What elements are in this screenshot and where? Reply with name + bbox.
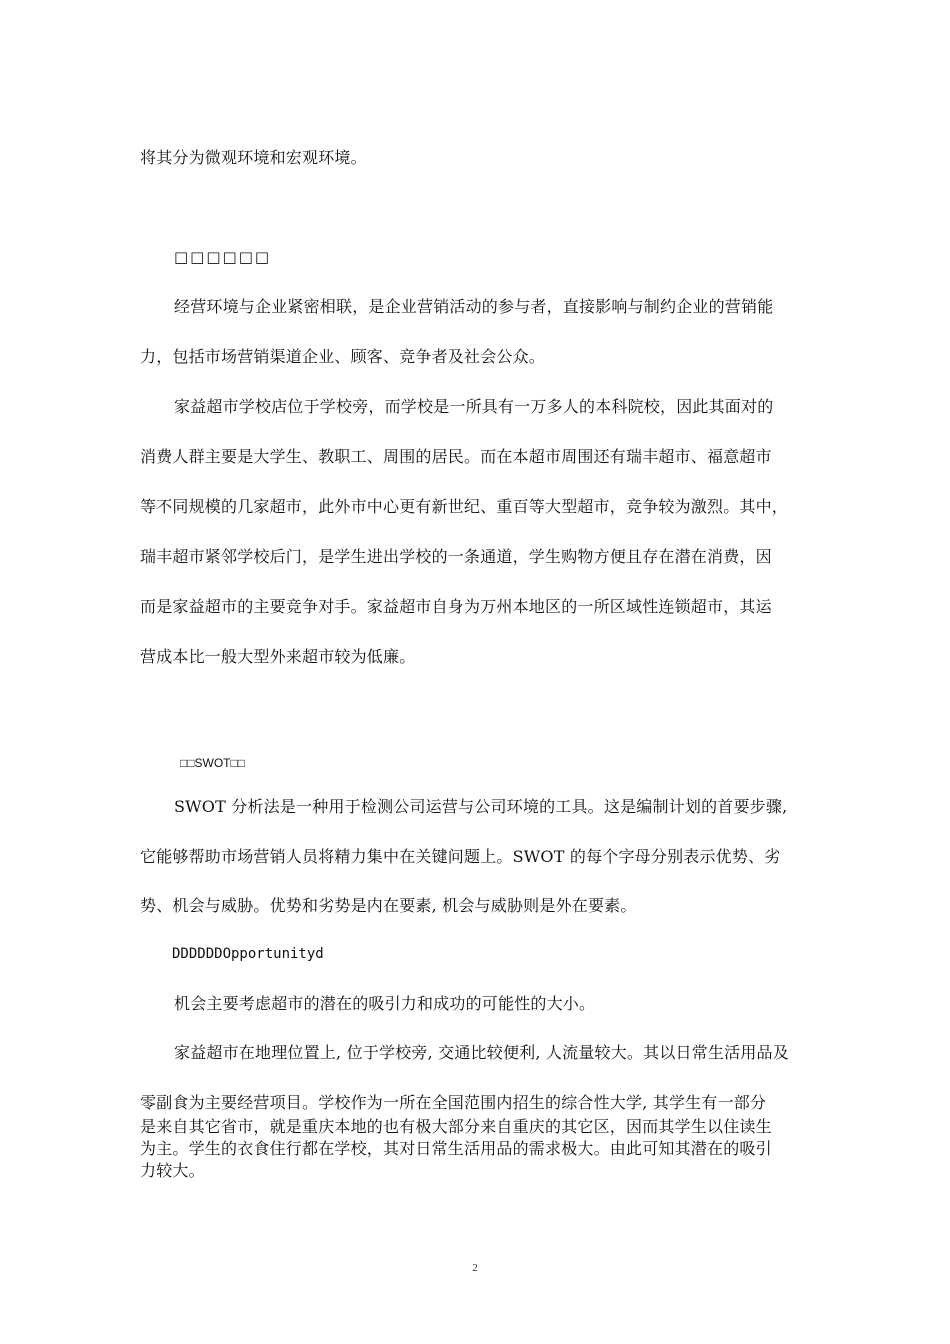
paragraph-line: 家益超市学校店位于学校旁，而学校是一所具有一万多人的本科院校，因此其面对的 — [174, 397, 774, 416]
swot-section-heading: □□SWOT□□ — [180, 756, 245, 770]
paragraph-line: 为主。学生的衣食住行都在学校，其对日常生活用品的需求极大。由此可知其潜在的吸引 — [140, 1139, 772, 1158]
section-heading-placeholder: □□□□□□ — [174, 248, 272, 266]
paragraph-line: 家益超市在地理位置上, 位于学校旁, 交通比较便利, 人流量较大。其以日常生活用品及 — [174, 1043, 789, 1062]
paragraph-line: 经营环境与企业紧密相联，是企业营销活动的参与者，直接影响与制约企业的营销能 — [174, 297, 774, 316]
paragraph-line: 零副食为主要经营项目。学校作为一所在全国范围内招生的综合性大学, 其学生有一部分 — [140, 1093, 767, 1112]
opportunity-heading: DDDDDDOpportunityd — [172, 946, 324, 962]
page-number: 2 — [472, 1262, 478, 1274]
paragraph-line: 而是家益超市的主要竞争对手。家益超市自身为万州本地区的一所区域性连锁超市，其运 — [140, 597, 772, 616]
paragraph-line: 营成本比一般大型外来超市较为低廉。 — [140, 647, 416, 666]
paragraph-line: 势、机会与威胁。优势和劣势是内在要素, 机会与威胁则是外在要素。 — [140, 896, 637, 915]
paragraph-line: 力较大。 — [140, 1161, 205, 1180]
paragraph-line: 将其分为微观环境和宏观环境。 — [140, 148, 367, 167]
paragraph-line: SWOT 分析法是一种用于检测公司运营与公司环境的工具。这是编制计划的首要步骤, — [174, 797, 788, 816]
paragraph-line: 力，包括市场营销渠道企业、顾客、竞争者及社会公众。 — [140, 347, 546, 366]
paragraph-line: 它能够帮助市场营销人员将精力集中在关键问题上。SWOT 的每个字母分别表示优势、劣 — [140, 847, 781, 866]
paragraph-line: 瑞丰超市紧邻学校后门，是学生进出学校的一条通道，学生购物方便且存在潜在消费，因 — [140, 547, 772, 566]
paragraph-line: 是来自其它省市，就是重庆本地的也有极大部分来自重庆的其它区，因而其学生以住读生 — [140, 1117, 772, 1136]
paragraph-line: 消费人群主要是大学生、教职工、周围的居民。而在本超市周围还有瑞丰超市、福意超市 — [140, 447, 772, 466]
paragraph-line: 机会主要考虑超市的潜在的吸引力和成功的可能性的大小。 — [174, 994, 596, 1013]
paragraph-line: 等不同规模的几家超市，此外市中心更有新世纪、重百等大型超市，竞争较为激烈。其中， — [140, 497, 789, 516]
